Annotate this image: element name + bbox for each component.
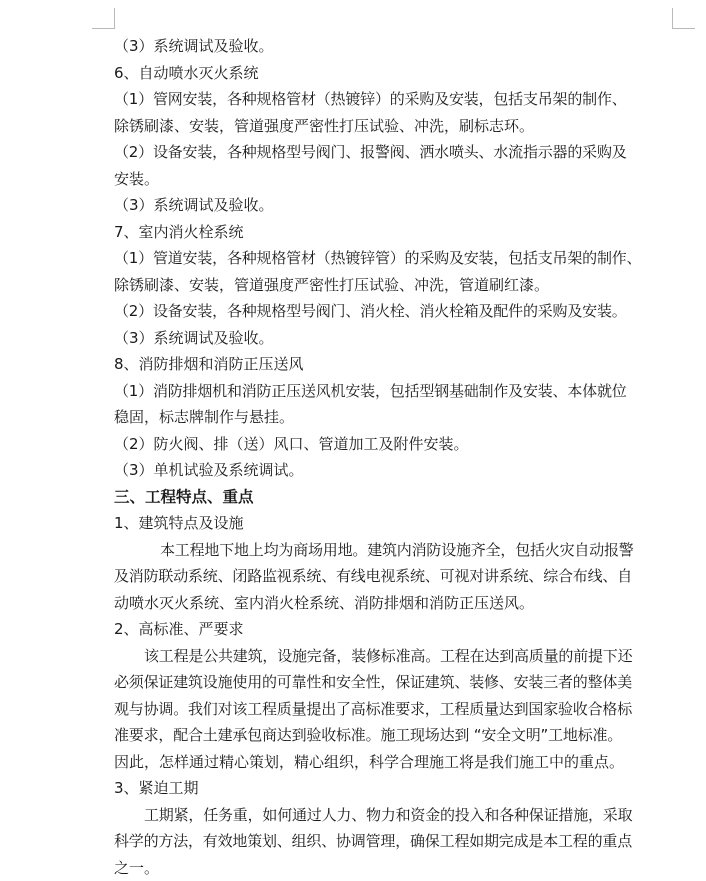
list-item: （3）系统调试及验收。 <box>114 328 274 347</box>
section-subheading: 8、消防排烟和消防正压送风 <box>114 355 304 373</box>
list-item: （2）设备安装，各种规格型号阀门、报警阀、洒水喷头、水流指示器的采购及 <box>114 143 627 161</box>
section-subheading: 1、建筑特点及设施 <box>114 514 244 532</box>
list-item: （2）设备安装，各种规格型号阀门、消火栓、消火栓箱及配件的采购及安装。 <box>114 302 627 320</box>
paragraph-line: 因此，怎样通过精心策划，精心组织，科学合理施工将是我们施工中的重点。 <box>114 752 625 771</box>
crop-mark-top-right <box>672 8 695 29</box>
paragraph-line: 准要求，配合土建承包商达到验收标准。施工现场达到 “安全文明”工地标准。 <box>114 726 623 744</box>
list-item-continuation: 除锈刷漆、安装，管道强度严密性打压试验、冲洗，管道刷红漆。 <box>114 275 550 294</box>
paragraph-line: 科学的方法，有效地策划、组织、协调管理，确保工程如期完成是本工程的重点 <box>114 832 633 850</box>
paragraph-line: 动喷水灭火系统、室内消火栓系统、消防排烟和消防正压送风。 <box>114 593 535 612</box>
section-subheading: 2、高标准、严要求 <box>114 620 244 638</box>
list-item: （3）单机试验及系统调试。 <box>114 461 304 479</box>
paragraph-line: 及消防联动系统、闭路监视系统、有线电视系统、可视对讲系统、综合布线、自 <box>114 567 633 585</box>
paragraph-line: 本工程地下地上均为商场用地。建筑内消防设施齐全，包括火灾自动报警 <box>160 540 634 559</box>
list-item: （2）防火阀、排（送）风口、管道加工及附件安装。 <box>114 434 469 453</box>
list-item-continuation: 安装。 <box>114 169 160 188</box>
list-item: （3）系统调试及验收。 <box>114 196 274 214</box>
paragraph-line: 之一。 <box>114 858 160 877</box>
list-item-continuation: 稳固，标志牌制作与悬挂。 <box>114 408 295 426</box>
section-subheading: 3、紧迫工期 <box>114 779 199 797</box>
section-subheading: 7、室内消火栓系统 <box>114 222 244 241</box>
list-item: （3）系统调试及验收。 <box>114 37 274 55</box>
section-heading: 三、工程特点、重点 <box>114 487 254 506</box>
list-item: （1）消防排烟机和消防正压送风机安装，包括型钢基础制作及安装、本体就位 <box>114 381 627 400</box>
crop-mark-top-left <box>92 8 115 29</box>
paragraph-line: 必须保证建筑设施使用的可靠性和安全性，保证建筑、装修、安装三者的整体美 <box>114 673 633 691</box>
list-item-continuation: 除锈刷漆、安装，管道强度严密性打压试验、冲洗，刷标志环。 <box>114 116 535 135</box>
list-item: （1）管道安装，各种规格管材（热镀锌管）的采购及安装，包括支吊架的制作、 <box>114 249 642 267</box>
paragraph-line: 该工程是公共建筑，设施完备，装修标准高。工程在达到高质量的前提下还 <box>144 646 633 665</box>
paragraph-line: 工期紧，任务重，如何通过人力、物力和资金的投入和各种保证措施，采取 <box>144 805 633 824</box>
document-body <box>114 33 674 881</box>
section-subheading: 6、自动喷水灭火系统 <box>114 63 259 82</box>
list-item: （1）管网安装，各种规格管材（热镀锌）的采购及安装，包括支吊架的制作、 <box>114 90 627 108</box>
paragraph-line: 观与协调。我们对该工程质量提出了高标准要求，工程质量达到国家验收合格标 <box>114 699 633 718</box>
